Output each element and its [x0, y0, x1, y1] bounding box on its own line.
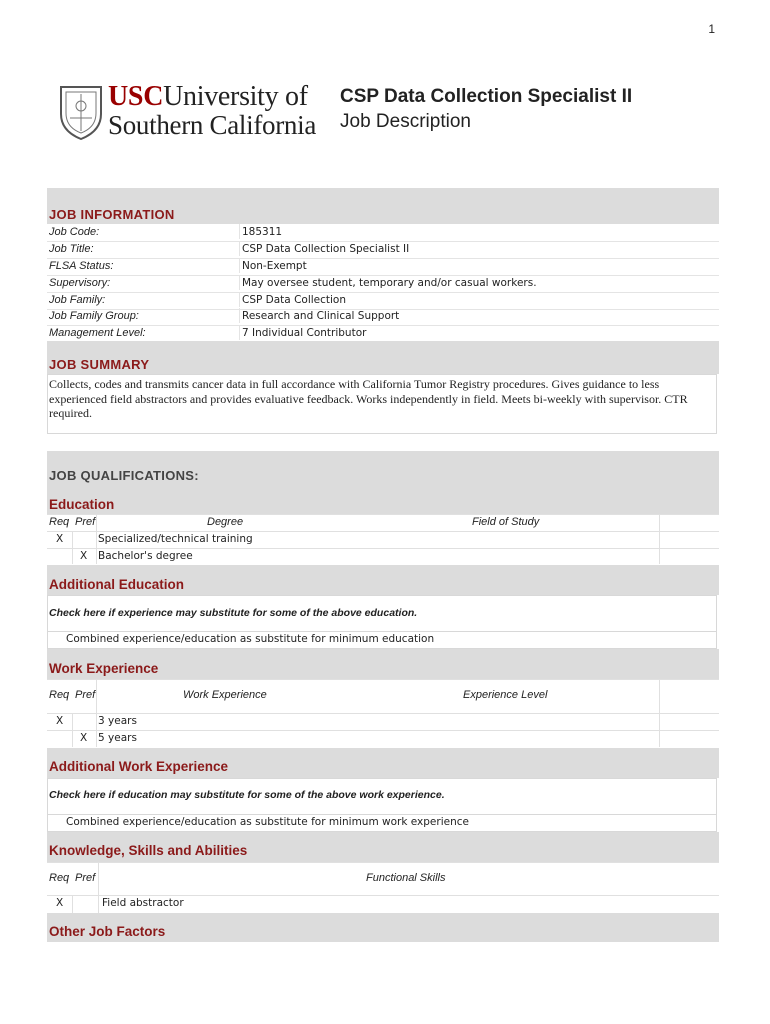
document-title: CSP Data Collection Specialist II — [340, 86, 633, 107]
divider — [72, 895, 73, 913]
info-row — [47, 275, 719, 293]
divider — [47, 531, 719, 532]
work-row-pref: X — [80, 732, 88, 744]
info-label: FLSA Status: — [49, 260, 114, 272]
work-experience-title: Work Experience — [49, 661, 159, 676]
work-header-pref: Pref — [75, 689, 96, 701]
info-value: Research and Clinical Support — [239, 308, 399, 323]
page-number: 1 — [708, 22, 715, 36]
qualifications-heading: JOB QUALIFICATIONS: — [49, 468, 199, 483]
usc-seal-icon — [58, 84, 104, 140]
work-header-req: Req — [49, 689, 70, 701]
edu-row-degree: Bachelor's degree — [98, 550, 193, 562]
info-value: 185311 — [239, 224, 282, 239]
edu-header-degree: Degree — [207, 516, 244, 528]
logo-line1-rest: University of — [163, 81, 308, 112]
ksa-title: Knowledge, Skills and Abilities — [49, 843, 248, 858]
work-header-experience: Work Experience — [183, 689, 267, 701]
work-row-experience: 3 years — [98, 715, 137, 727]
divider — [96, 679, 97, 747]
document-subtitle: Job Description — [340, 111, 471, 132]
edu-row-degree: Specialized/technical training — [98, 533, 253, 545]
info-value: CSP Data Collection — [239, 292, 346, 307]
additional-work-item: Combined experience/education as substitute for minimum work experience — [66, 816, 469, 828]
ksa-header-req: Req — [49, 872, 70, 884]
ksa-row-skill: Field abstractor — [102, 897, 184, 909]
info-value: May oversee student, temporary and/or casual workers. — [239, 275, 537, 290]
ksa-header-skills: Functional Skills — [366, 872, 446, 884]
job-info-heading: JOB INFORMATION — [49, 207, 175, 222]
info-label: Job Family Group: — [49, 310, 139, 322]
edu-header-field: Field of Study — [472, 516, 540, 528]
info-value: CSP Data Collection Specialist II — [239, 241, 409, 256]
divider — [47, 730, 719, 731]
divider — [96, 514, 97, 564]
logo-line2: Southern California — [108, 110, 317, 140]
education-title: Education — [49, 497, 115, 512]
info-label: Job Title: — [49, 243, 94, 255]
info-label: Job Family: — [49, 294, 106, 306]
job-summary-text: Collects, codes and transmits cancer data in full accordance with California Tumor Registry procedures. Gives guidance to less experienced field abstractors and provides evaluative feedback. Works independently in field. Meets bi-weekly with supervisor. CTR required. — [49, 377, 688, 420]
logo-line1 — [108, 82, 308, 112]
logo-usc: USC — [108, 81, 164, 112]
additional-education-title: Additional Education — [49, 577, 184, 592]
edu-row-req: X — [56, 533, 64, 545]
work-header-level: Experience Level — [463, 689, 548, 701]
divider — [659, 679, 660, 747]
edu-row-pref: X — [80, 550, 88, 562]
additional-education-note: Check here if experience may substitute for some of the above education. — [49, 607, 418, 619]
other-factors-title: Other Job Factors — [49, 924, 166, 939]
info-row — [47, 224, 719, 242]
info-label: Management Level: — [49, 327, 146, 339]
divider — [659, 514, 660, 564]
divider — [47, 679, 719, 680]
info-label: Supervisory: — [49, 277, 111, 289]
education-band — [47, 486, 719, 514]
divider — [47, 514, 719, 515]
divider — [47, 548, 719, 549]
info-value: Non-Exempt — [239, 258, 307, 273]
additional-education-item: Combined experience/education as substitute for minimum education — [66, 633, 435, 645]
edu-header-pref: Pref — [75, 516, 96, 528]
additional-work-note: Check here if education may substitute for some of the above work experience. — [49, 789, 445, 801]
ksa-row-req: X — [56, 897, 64, 909]
work-row-experience: 5 years — [98, 732, 137, 744]
additional-work-title: Additional Work Experience — [49, 759, 229, 774]
divider — [47, 713, 719, 714]
job-summary-heading: JOB SUMMARY — [49, 357, 150, 372]
info-value: 7 Individual Contributor — [239, 325, 366, 340]
divider — [47, 895, 719, 896]
ksa-header-pref: Pref — [75, 872, 96, 884]
work-row-req: X — [56, 715, 64, 727]
divider — [47, 862, 719, 863]
divider — [98, 862, 99, 913]
info-row — [47, 308, 719, 326]
info-row — [47, 258, 719, 276]
info-row — [47, 241, 719, 259]
info-label: Job Code: — [49, 226, 100, 238]
edu-header-req: Req — [49, 516, 70, 528]
